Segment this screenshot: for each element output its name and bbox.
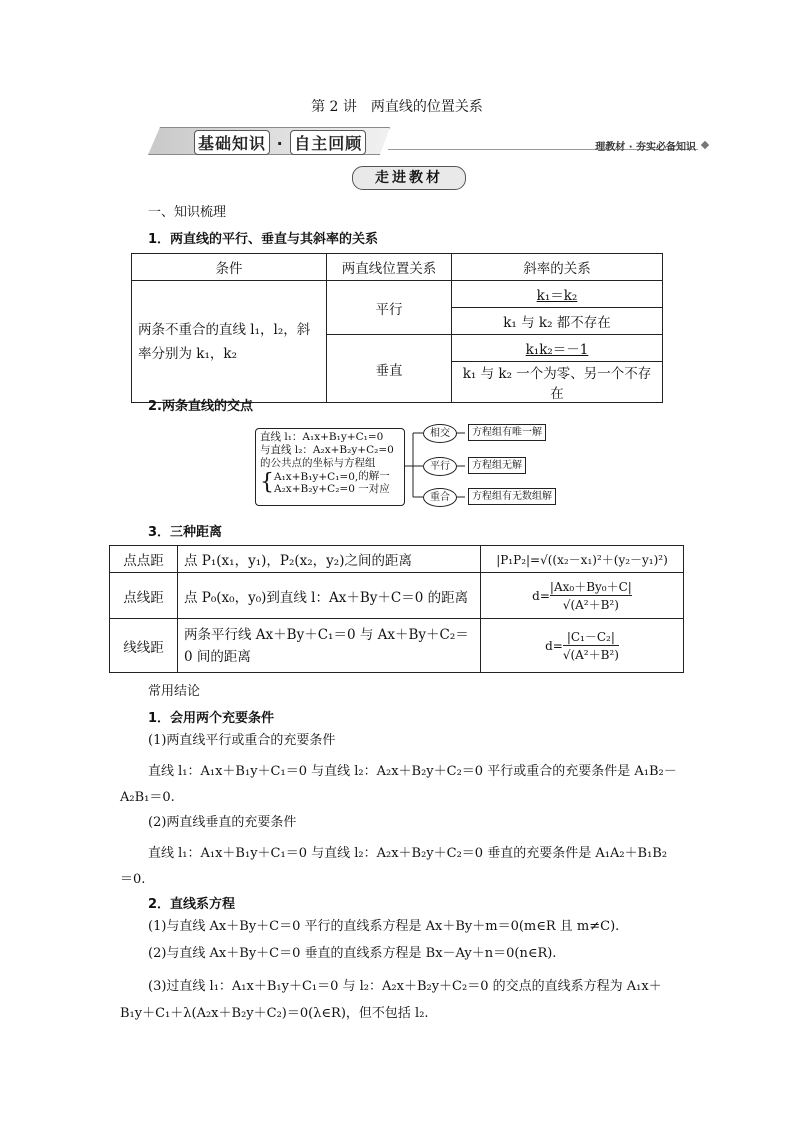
conclusion-heading: 常用结论	[148, 684, 201, 699]
table-cell: 点线距	[110, 573, 178, 619]
sub-banner: 走进教材	[352, 166, 466, 190]
table-cell-perpendicular: 垂直	[327, 335, 452, 403]
diagram-system	[260, 470, 400, 496]
table-cell: k₁＝k₂	[452, 281, 663, 308]
diagram-branch-result: 方程组有唯一解	[468, 424, 546, 441]
diamond-icon	[701, 141, 709, 149]
conclusion-paragraph: (2)与直线 Ax＋By＋C＝0 垂直的直线系方程是 Bx－Ay＋n＝0(n∈R).	[148, 946, 557, 961]
conclusion-paragraph: (3)过直线 l₁：A₁x＋B₁y＋C₁＝0 与 l₂：A₂x＋B₂y＋C₂＝0 的交点的直线系方程为 A₁x＋B₁y＋C₁＋λ(A₂x＋B₂y＋C₂)＝0(λ∈R)，但不包括 l₂.	[120, 979, 662, 1021]
diagram-line: A₂x+B₂y+C₂=0	[274, 483, 355, 495]
banner-text-b: 自主回顾	[290, 130, 366, 155]
conclusion-paragraph: 直线 l₁：A₁x＋B₁y＋C₁＝0 与直线 l₂：A₂x＋B₂y＋C₂＝0 垂直的充要条件是 A₁A₂＋B₁B₂＝0.	[120, 846, 668, 887]
formula-lhs: d=	[545, 638, 563, 653]
table-cell: 点 P₀(x₀，y₀)到直线 l：Ax＋By＋C＝0 的距离	[178, 573, 481, 619]
formula-denominator: √(A²＋B²)	[562, 598, 619, 612]
table-cell: 线线距	[110, 619, 178, 673]
table-cell: k₁k₂＝－1	[452, 335, 663, 362]
section-banner	[148, 127, 708, 155]
banner-text-a: 基础知识	[194, 130, 270, 155]
formula-numerator: |Ax₀＋By₀＋C|	[549, 580, 632, 594]
table-cell-condition: 两条不重合的直线 l₁，l₂，斜率分别为 k₁，k₂	[132, 281, 327, 403]
formula-cell	[481, 573, 684, 619]
intersection-diagram	[255, 421, 570, 509]
item-1-heading: 1．两直线的平行、垂直与其斜率的关系	[148, 232, 379, 247]
diagram-line: 直线 l₁：A₁x+B₁y+C₁=0	[260, 431, 384, 443]
table-cell: 两条平行线 Ax＋By＋C₁＝0 与 Ax＋By＋C₂＝0 间的距离	[178, 619, 481, 673]
table-cell: 点点距	[110, 546, 178, 573]
conclusion-paragraph: (1)与直线 Ax＋By＋C＝0 平行的直线系方程是 Ax＋By＋m＝0(m∈R 且 m≠C).	[148, 919, 620, 934]
conclusion-paragraph: 直线 l₁：A₁x＋B₁y＋C₁＝0 与直线 l₂：A₂x＋B₂y＋C₂＝0 平行或重合的充要条件是 A₁B₂－A₂B₁＝0.	[120, 764, 677, 805]
section-heading: 一、知识梳理	[148, 205, 227, 220]
table-header: 斜率的关系	[452, 254, 663, 281]
diagram-condition-box	[255, 428, 405, 506]
banner-dot: ·	[276, 134, 284, 153]
diagram-line: A₁x+B₁y+C₁=0,	[274, 471, 359, 483]
banner-title	[194, 130, 366, 155]
table-cell-parallel: 平行	[327, 281, 452, 335]
conclusion-item-1: 1．会用两个充要条件	[148, 711, 275, 726]
table-cell: 点 P₁(x₁，y₁)，P₂(x₂，y₂)之间的距离	[178, 546, 481, 573]
banner-subtitle: 理教材 · 夯实必备知识	[595, 142, 696, 153]
formula-denominator: √(A²＋B²)	[562, 648, 619, 662]
item-2-heading: 2.两条直线的交点	[148, 399, 253, 414]
conclusion-item-2: 2．直线系方程	[148, 897, 236, 912]
diagram-branch-label: 平行	[423, 457, 457, 476]
slope-relation-table	[131, 253, 663, 403]
table-cell: k₁ 与 k₂ 都不存在	[452, 308, 663, 335]
diagram-line: 的解一一对应	[358, 470, 390, 495]
item-3-heading: 3．三种距离	[148, 525, 223, 540]
diagram-line: 与直线 l₂：A₂x+B₂y+C₂=0	[260, 444, 394, 456]
diagram-branch-label: 重合	[423, 488, 457, 507]
diagram-branch-result: 方程组无解	[468, 457, 526, 474]
table-header: 条件	[132, 254, 327, 281]
diagram-line: 的公共点的坐标与方程组	[260, 457, 376, 469]
brace-icon: {	[260, 470, 274, 495]
page-title: 第 2 讲 两直线的位置关系	[311, 99, 483, 115]
diagram-branch-label: 相交	[423, 424, 457, 443]
conclusion-sub-heading: (2)两直线垂直的充要条件	[148, 815, 297, 830]
table-cell: k₁ 与 k₂ 一个为零、另一个不存在	[452, 362, 663, 403]
formula-cell	[481, 619, 684, 673]
formula-numerator: |C₁－C₂|	[563, 628, 619, 646]
diagram-branch-result: 方程组有无数组解	[468, 488, 556, 505]
distance-table	[109, 545, 684, 673]
table-header: 两直线位置关系	[327, 254, 452, 281]
table-cell: |P₁P₂|=√((x₂－x₁)²＋(y₂－y₁)²)	[481, 546, 684, 573]
conclusion-sub-heading: (1)两直线平行或重合的充要条件	[148, 733, 336, 748]
formula-lhs: d=	[532, 588, 550, 603]
